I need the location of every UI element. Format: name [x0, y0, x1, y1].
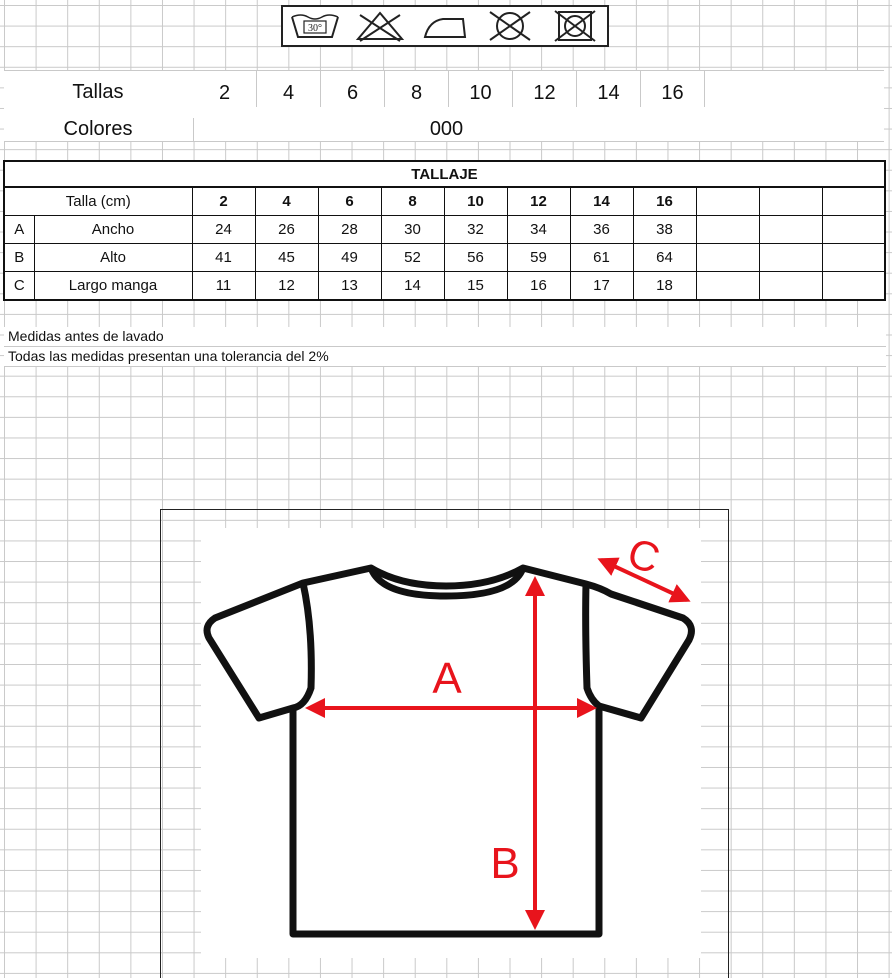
row-value: 64	[633, 244, 696, 272]
row-value: 34	[507, 216, 570, 244]
table-header-row	[4, 187, 885, 216]
row-value: 36	[570, 216, 633, 244]
table-row-b	[4, 244, 885, 272]
table-row-a	[4, 216, 885, 244]
header-size: 8	[381, 187, 444, 216]
header-size: 2	[192, 187, 255, 216]
empty-cell	[822, 244, 885, 272]
header-size: 14	[570, 187, 633, 216]
note-line: Medidas antes de lavado	[4, 327, 886, 347]
wash-30-icon	[287, 9, 343, 43]
empty-cell	[696, 272, 759, 301]
row-value: 28	[318, 216, 381, 244]
empty-cell	[822, 187, 885, 216]
note-line: Todas las medidas presentan una tolerancia del 2%	[4, 347, 886, 367]
talla-size: 8	[385, 71, 449, 107]
row-value: 41	[192, 244, 255, 272]
empty-cell	[822, 216, 885, 244]
header-size: 16	[633, 187, 696, 216]
row-name: Largo manga	[34, 272, 192, 301]
label-a: A	[432, 654, 462, 703]
row-name: Alto	[34, 244, 192, 272]
talla-size: 4	[257, 71, 321, 107]
tallaje-table	[3, 160, 886, 301]
row-value: 26	[255, 216, 318, 244]
row-value: 45	[255, 244, 318, 272]
svg-text:30°: 30°	[308, 23, 323, 34]
shirt-diagram-canvas	[201, 528, 701, 958]
no-tumble-dry-icon	[547, 9, 603, 43]
empty-cell	[759, 187, 822, 216]
row-key: A	[4, 216, 34, 244]
row-name: Ancho	[34, 216, 192, 244]
tallas-row	[4, 70, 884, 118]
row-value: 17	[570, 272, 633, 301]
header-size: 4	[255, 187, 318, 216]
row-value: 15	[444, 272, 507, 301]
colores-label: Colores	[63, 118, 133, 140]
talla-size: 2	[193, 71, 257, 107]
table-title: TALLAJE	[4, 161, 885, 187]
row-value: 11	[192, 272, 255, 301]
row-key: C	[4, 272, 34, 301]
no-bleach-icon	[352, 9, 408, 43]
row-value: 59	[507, 244, 570, 272]
table-row-c	[4, 272, 885, 301]
label-c: C	[622, 528, 666, 583]
empty-cell	[696, 216, 759, 244]
no-dry-clean-icon	[482, 9, 538, 43]
row-value: 49	[318, 244, 381, 272]
row-value: 32	[444, 216, 507, 244]
row-value: 12	[255, 272, 318, 301]
talla-size: 10	[449, 71, 513, 107]
row-value: 24	[192, 216, 255, 244]
empty-cell	[696, 187, 759, 216]
row-value: 18	[633, 272, 696, 301]
row-value: 13	[318, 272, 381, 301]
row-value: 30	[381, 216, 444, 244]
header-size: 6	[318, 187, 381, 216]
shirt-diagram	[160, 509, 729, 978]
tallas-label: Tallas	[72, 81, 124, 103]
row-value: 14	[381, 272, 444, 301]
tallas-sizes	[193, 81, 705, 107]
talla-size: 12	[513, 71, 577, 107]
colores-row	[4, 117, 884, 142]
empty-cell	[759, 272, 822, 301]
empty-cell	[822, 272, 885, 301]
header-size: 10	[444, 187, 507, 216]
header-label: Talla (cm)	[4, 187, 192, 216]
colores-value: 000	[193, 118, 699, 141]
iron-icon	[417, 9, 473, 43]
row-value: 61	[570, 244, 633, 272]
talla-size: 16	[641, 71, 705, 107]
talla-size: 14	[577, 71, 641, 107]
empty-cell	[759, 244, 822, 272]
empty-cell	[759, 216, 822, 244]
empty-cell	[696, 244, 759, 272]
header-size: 12	[507, 187, 570, 216]
tshirt-icon	[201, 528, 701, 958]
row-key: B	[4, 244, 34, 272]
shirt-outline	[207, 568, 691, 934]
row-value: 16	[507, 272, 570, 301]
label-b: B	[490, 839, 520, 888]
care-symbols	[281, 5, 609, 47]
row-value: 38	[633, 216, 696, 244]
notes	[4, 327, 886, 367]
talla-size: 6	[321, 71, 385, 107]
row-value: 52	[381, 244, 444, 272]
row-value: 56	[444, 244, 507, 272]
